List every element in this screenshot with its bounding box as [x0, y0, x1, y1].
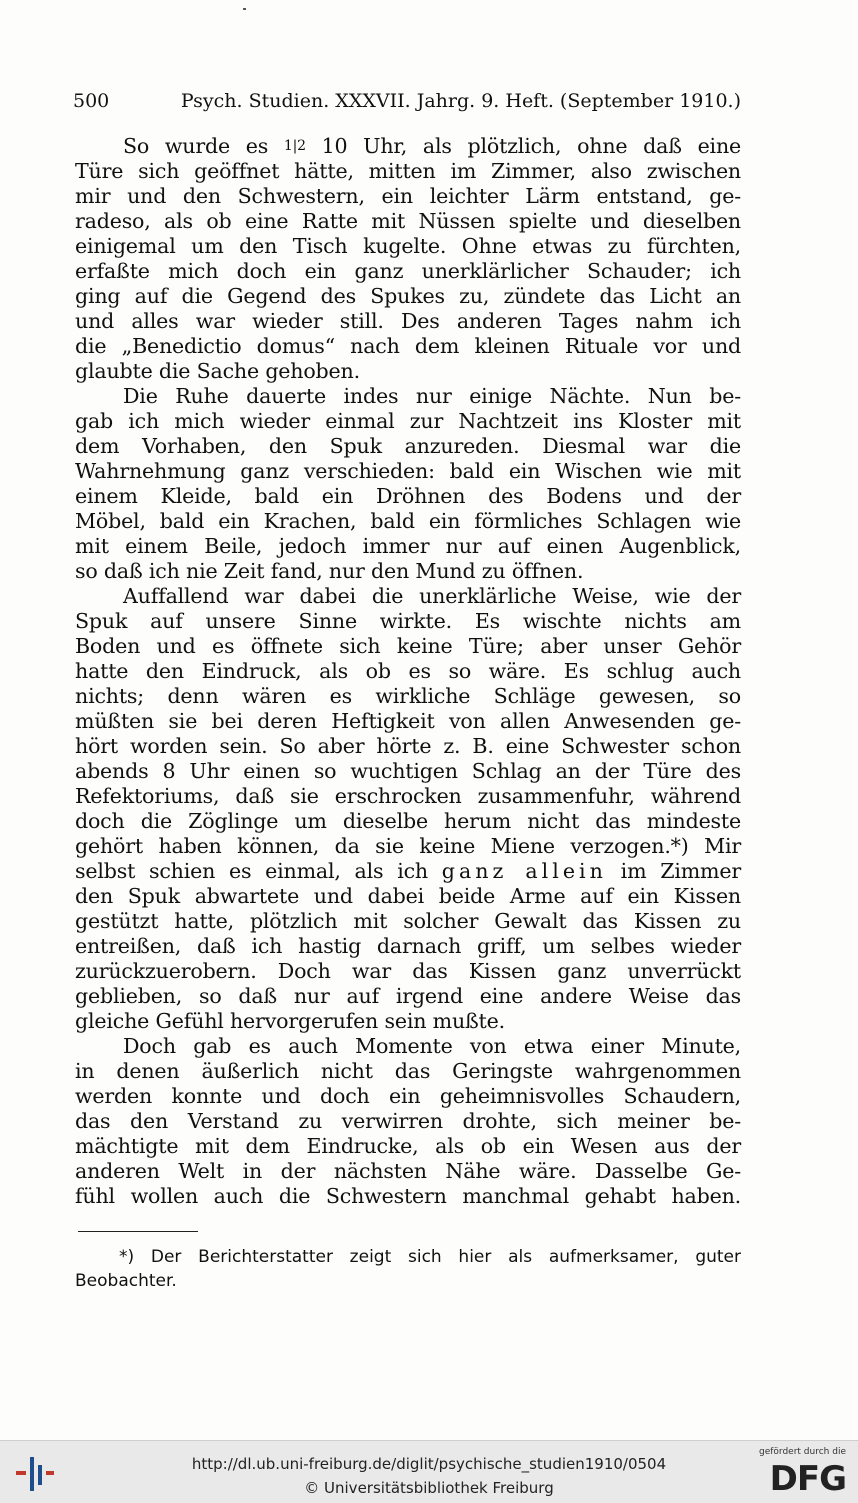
text-line: und alles war wieder still. Des anderen Tages nahm ich — [75, 309, 741, 333]
text-line: werden konnte und doch ein geheimnisvolles Schaudern, — [75, 1084, 741, 1108]
text-line: in denen äußerlich nicht das Geringste wahrgenommen — [75, 1059, 741, 1083]
text-line: Die Ruhe dauerte indes nur einige Nächte. Nun be- — [123, 384, 741, 408]
text-line: mächtigte mit dem Eindrucke, als ob ein Wesen aus der — [75, 1134, 741, 1158]
text-line: fühl wollen auch die Schwestern manchmal gehabt haben. — [75, 1184, 741, 1208]
text-line: müßten sie bei deren Heftigkeit von allen Anwesenden ge- — [75, 709, 741, 733]
footnote-line: *) Der Berichterstatter zeigt sich hier als aufmerksamer, guter — [119, 1247, 741, 1267]
text-segment: selbst schien es einmal, als ich — [75, 859, 442, 883]
text-line: dem Vorhaben, den Spuk anzureden. Diesmal war die — [75, 434, 741, 458]
text-line — [75, 859, 741, 884]
running-header — [73, 90, 741, 112]
text-segment: im Zimmer — [606, 859, 741, 883]
text-line: den Spuk abwartete und dabei beide Arme auf ein Kissen — [75, 884, 741, 908]
body-text — [75, 134, 741, 1209]
text-line: Türe sich geöffnet hätte, mitten im Zimmer, also zwischen — [75, 159, 741, 183]
text-line: Doch gab es auch Momente von etwa einer Minute, — [123, 1034, 741, 1058]
text-line — [75, 134, 741, 159]
text-line: doch die Zöglinge um dieselbe herum nicht das mindeste — [75, 809, 741, 833]
footnote-line: Beobachter. — [75, 1271, 177, 1291]
text-line: Spuk auf unsere Sinne wirkte. Es wischte nichts am — [75, 609, 741, 633]
text-line: einem Kleide, bald ein Dröhnen des Bodens und der — [75, 484, 741, 508]
dfg-funding-label: gefördert durch die — [759, 1447, 846, 1457]
text-line: mir und den Schwestern, ein leichter Lärm entstand, ge- — [75, 184, 741, 208]
text-line: radeso, als ob eine Ratte mit Nüssen spielte und dieselben — [75, 209, 741, 233]
text-segment: 10 Uhr, als plötzlich, ohne daß eine — [305, 134, 741, 158]
text-segment: So wurde es — [123, 134, 284, 158]
footnote-rule — [78, 1231, 198, 1232]
text-line: einigemal um den Tisch kugelte. Ohne etwas zu fürchten, — [75, 234, 741, 258]
text-line: die „Benedictio domus“ nach dem kleinen Rituale vor und — [75, 334, 741, 358]
text-line: anderen Welt in der nächsten Nähe wäre. Dasselbe Ge- — [75, 1159, 741, 1183]
source-url-link[interactable]: http://dl.ub.uni-freiburg.de/diglit/psychische_studien1910/0504 — [191, 1455, 667, 1473]
text-line: zurückzuerobern. Doch war das Kissen ganz unverrückt — [75, 959, 741, 983]
page-number: 500 — [73, 90, 110, 112]
text-line: abends 8 Uhr einen so wuchtigen Schlag an der Türe des — [75, 759, 741, 783]
text-line: ging auf die Gegend des Spukes zu, zündete das Licht an — [75, 284, 741, 308]
text-line: nichts; denn wären es wirkliche Schläge gewesen, so — [75, 684, 741, 708]
text-line: glaubte die Sache gehoben. — [75, 359, 360, 383]
text-line: Wahrnehmung ganz verschieden: bald ein Wischen wie mit — [75, 459, 741, 483]
text-line: mit einem Beile, jedoch immer nur auf einen Augenblick, — [75, 534, 741, 558]
emphasized-spaced-text: ganz allein — [441, 859, 607, 883]
dfg-logo-icon[interactable]: DFG — [769, 1459, 846, 1499]
text-line: so daß ich nie Zeit fand, nur den Mund zu öffnen. — [75, 559, 584, 583]
text-line: erfaßte mich doch ein ganz unerklärlicher Schauder; ich — [75, 259, 741, 283]
library-footer-bar — [0, 1440, 858, 1503]
text-line: entreißen, daß ich hastig darnach griff, um selbes wieder — [75, 934, 741, 958]
scan-speck — [243, 8, 246, 10]
text-line: geblieben, so daß nur auf irgend eine andere Weise das — [75, 984, 741, 1008]
text-line: Auffallend war dabei die unerklärliche Weise, wie der — [123, 584, 741, 608]
text-line: Möbel, bald ein Krachen, bald ein förmliches Schlagen wie — [75, 509, 741, 533]
text-line: hatte den Eindruck, als ob es so wäre. Es schlug auch — [75, 659, 741, 683]
copyright-text: © Universitätsbibliothek Freiburg — [304, 1479, 554, 1497]
text-line: Refektoriums, daß sie erschrocken zusammenfuhr, während — [75, 784, 741, 808]
text-line: gab ich mich wieder einmal zur Nachtzeit ins Kloster mit — [75, 409, 741, 433]
text-line: gehört haben können, da sie keine Miene verzogen.*) Mir — [75, 834, 741, 858]
running-title: Psych. Studien. XXXVII. Jahrg. 9. Heft. (September 1910.) — [180, 90, 741, 112]
text-line: gleiche Gefühl hervorgerufen sein mußte. — [75, 1009, 505, 1033]
text-line: gestützt hatte, plötzlich mit solcher Gewalt das Kissen zu — [75, 909, 741, 933]
text-line: hört worden sein. So aber hörte z. B. eine Schwester schon — [75, 734, 741, 758]
text-line: das den Verstand zu verwirren drohte, sich meiner be- — [75, 1109, 741, 1133]
footnote — [75, 1245, 741, 1293]
fraction-half: 1|2 — [283, 138, 306, 154]
text-line: Boden und es öffnete sich keine Türe; aber unser Gehör — [75, 634, 741, 658]
